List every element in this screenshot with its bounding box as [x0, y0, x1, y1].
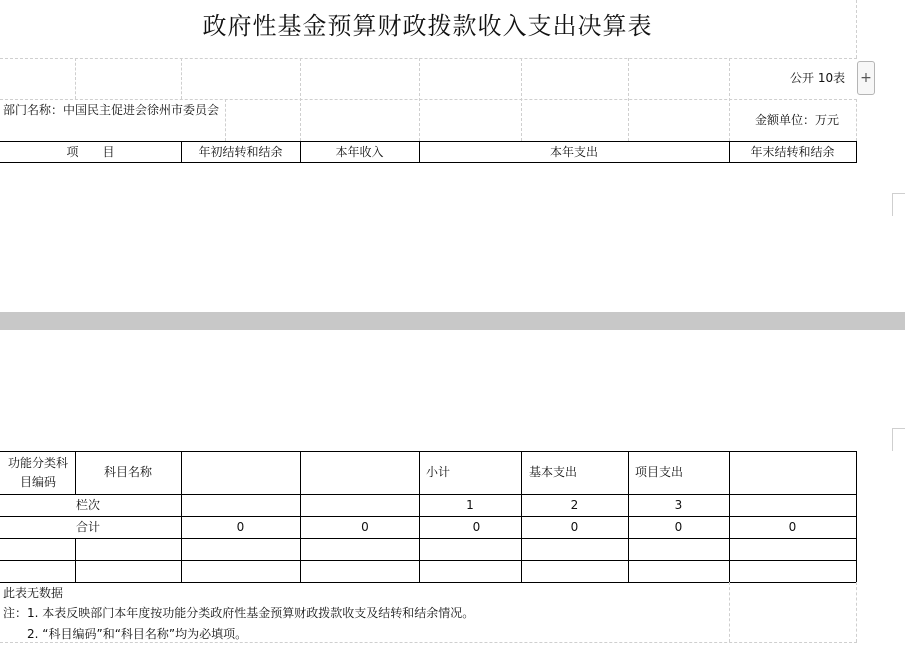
- total-label: 合计: [76, 520, 101, 534]
- header-income: 本年收入: [335, 145, 384, 159]
- grid-line: [729, 582, 730, 642]
- table-border: [419, 451, 420, 582]
- grid-line: [300, 58, 301, 141]
- total-value: 0: [674, 520, 683, 534]
- column-index-1: 1: [466, 498, 474, 512]
- form-number: 公开 10表: [790, 71, 846, 85]
- table-border: [300, 451, 301, 582]
- table-border: [729, 451, 730, 582]
- grid-line: [729, 58, 730, 141]
- table-border: [75, 538, 76, 582]
- grid-line: [521, 58, 522, 141]
- page-break: [0, 312, 905, 330]
- table-border: [521, 451, 522, 582]
- note-line-1: 注：1. 本表反映部门本年度按功能分类政府性基金预算财政拨款收支及结转和结余情况。: [3, 606, 475, 620]
- grid-line: [225, 99, 226, 141]
- no-data-note: 此表无数据: [3, 586, 64, 600]
- header-border: [856, 141, 857, 162]
- grid-line: [856, 582, 857, 642]
- grid-line: [75, 58, 76, 99]
- note-line-2: 2. “科目编码”和“科目名称”均为必填项。: [3, 627, 248, 641]
- header-project-expense: 项目支出: [635, 465, 684, 479]
- header-item: 项 目: [66, 145, 115, 159]
- grid-line: [856, 99, 857, 141]
- header-subtotal: 小计: [426, 465, 451, 479]
- header-closing-balance: 年末结转和结余: [750, 145, 835, 159]
- page-edge-mark: [892, 193, 905, 216]
- grid-line: [856, 0, 857, 58]
- table-border: [856, 451, 857, 582]
- header-expense: 本年支出: [549, 145, 598, 159]
- header-subject-name: 科目名称: [103, 465, 152, 479]
- total-value: 0: [472, 520, 481, 534]
- total-value: 0: [788, 520, 797, 534]
- add-sheet-button[interactable]: +: [857, 61, 875, 95]
- total-value: 0: [361, 520, 369, 534]
- table-border: [628, 451, 629, 582]
- total-value: 0: [236, 520, 245, 534]
- header-opening-balance: 年初结转和结余: [198, 145, 283, 159]
- grid-line: [628, 58, 629, 141]
- table-border: [181, 451, 182, 582]
- header-basic-expense: 基本支出: [529, 465, 578, 479]
- header-border: [0, 162, 857, 163]
- grid-line: [0, 642, 857, 643]
- column-index-3: 3: [674, 498, 683, 512]
- amount-unit: 金额单位：万元: [755, 113, 840, 127]
- column-index-2: 2: [570, 498, 579, 512]
- page-edge-mark: [892, 428, 905, 451]
- total-value: 0: [570, 520, 579, 534]
- report-title: 政府性基金预算财政拨款收入支出决算表: [202, 12, 653, 40]
- department-name: 部门名称：中国民主促进会徐州市委员会: [3, 103, 220, 117]
- column-index-label: 栏次: [76, 498, 101, 512]
- header-function-code: 功能分类科目编码: [7, 456, 68, 489]
- grid-line: [181, 58, 182, 99]
- grid-line: [419, 58, 420, 141]
